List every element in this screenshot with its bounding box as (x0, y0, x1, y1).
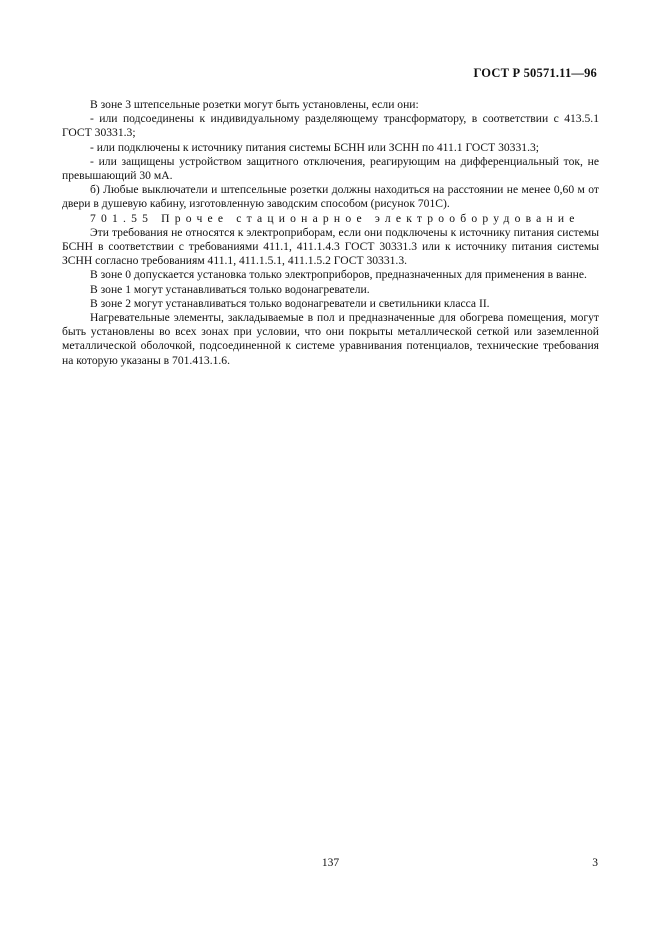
paragraph: Эти требования не относятся к электроприборам, если они подключены к источнику питания системы БСНН в соответствии с требованиями 411.1, 411.1.4.3 ГОСТ 30331.3 или к источнику питания системы ЗСНН согласно требованиям 411.1, 411.1.5.1, 411.1.5.2 ГОСТ 30331.3. (62, 225, 599, 268)
sheet-number: 3 (592, 857, 598, 869)
list-item: - или подсоединены к индивидуальному разделяющему трансформатору, в соответствии с 413.5.1 ГОСТ 30331.3; (62, 112, 599, 140)
list-item: - или подключены к источнику питания системы БСНН или ЗСНН по 411.1 ГОСТ 30331.3; (90, 140, 539, 154)
document-code: ГОСТ Р 50571.11—96 (473, 66, 597, 80)
paragraph: В зоне 2 могут устанавливаться только водонагреватели и светильники класса II. (90, 296, 490, 310)
list-item: - или защищены устройством защитного отключения, реагирующим на дифференциальный ток, не превышающий 30 мА. (62, 154, 599, 183)
page-number: 137 (321, 857, 340, 869)
paragraph: В зоне 3 штепсельные розетки могут быть установлены, если они: (90, 98, 419, 111)
paragraph: б) Любые выключатели и штепсельные розетки должны находиться на расстоянии не менее 0,60 м от двери в душевую кабину, изготовленную заводским способом (рисунок 701С). (62, 183, 599, 211)
document-body (62, 98, 599, 368)
paragraph: Нагревательные элементы, закладываемые в пол и предназначенные для обогрева помещения, могут быть установлены во всех зонах при условии, что они покрыты металлической сеткой или заземленной металлической оболочкой, подсоединенной к системе уравнивания потенциалов, технические требования на которую указаны в 701.413.1.6. (62, 311, 599, 367)
paragraph: В зоне 0 допускается установка только электроприборов, предназначенных для применения в ванне. (90, 268, 587, 282)
paragraph: В зоне 1 могут устанавливаться только водонагреватели. (90, 282, 370, 296)
section-heading: 701.55 Прочее стационарное электрооборудование (90, 211, 580, 225)
